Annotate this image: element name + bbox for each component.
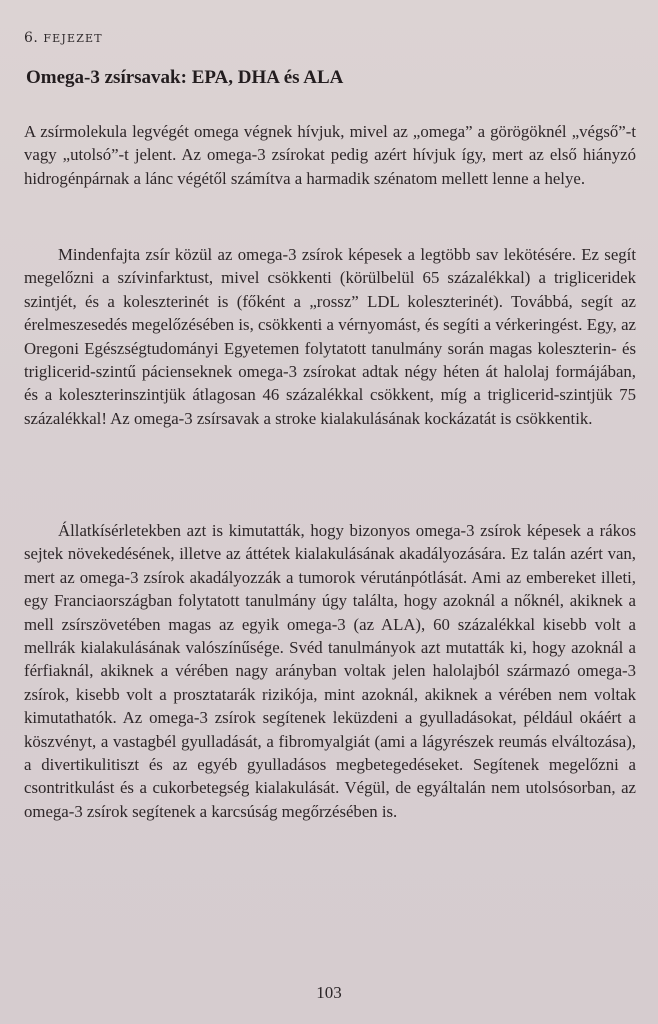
page-number: 103 [316,983,342,1002]
chapter-number: 6. [24,30,39,46]
paragraph-1: A zsírmolekula legvégét omega végnek hívjuk, mivel az „omega” a görögöknél „végső”-t vagy „utolsó”-t jelent. Az omega-3 zsírokat pedig azért hívjuk így, mert az első hiányzó hidrogénpárnak a lánc végétől számítva a harmadik szénatom mellett lenne a helye. [24,122,636,188]
paragraph-2: Mindenfajta zsír közül az omega-3 zsírok képesek a legtöbb sav lekötésére. Ez segít megelőzni a szívinfarktust, mivel csökkenti (körülbelül 65 százalékkal) a trigliceridek szintjét, és a koleszterinét is (főként a „rossz” LDL koleszterinét). Továbbá, segít az érelmeszesedés megelőzésében is, csökkenti a vérnyomást, és segíti a vérkeringést. Egy, az Oregoni Egészségtudományi Egyetemen folytatott tanulmány során magas koleszterin- és triglicerid-szintű pácienseknek omega-3 zsírokat adtak négy héten át halolaj formájában, és a koleszterinszintjük átlagosan 46 százalékkal csökkent, míg a triglicerid-szintjük 75 százalékkal! Az omega-3 zsírsavak a stroke kialakulásának kockázatát is csökkentik. [24,245,636,428]
chapter-header [24,30,103,46]
paragraph-3: Állatkísérletekben azt is kimutatták, hogy bizonyos omega-3 zsírok képesek a rákos sejtek növekedésének, illetve az áttétek kialakulásának akadályozására. Ez talán azért van, mert az omega-3 zsírok akadályozzák a tumorok vérutánpótlását. Ami az embereket illeti, egy Franciaországban folytatott tanulmány úgy találta, hogy azoknál a nőknél, akiknek a mell zsírszövetében magas az egyik omega-3 (az ALA), 60 százalékkal kisebb volt a mellrák kialakulásának valószínűsége. Svéd tanulmányok azt mutatták ki, hogy azoknál a férfiaknál, akiknek a vérében nagy arányban voltak jelen halolajból származó omega-3 zsírok, kisebb volt a prosztatarák rizikója, mint azoknál, akiknek a vérében nem voltak kimutathatók. Az omega-3 zsírok segítenek leküzdeni a gyulladásokat, például okáért a köszvényt, a vastagbél gyulladását, a fibromyalgiát (ami a lágyrészek reumás elváltozása), a divertikulitiszt és az egyéb gyulladásos megbetegedéseket. Segítenek megelőzni a csontritkulást és a cukorbetegség kialakulását. Végül, de egyáltalán nem utolsósorban, az omega-3 zsírok segítenek a karcsúság megőrzésében is. [24,521,636,821]
chapter-label: FEJEZET [43,32,103,45]
section-title: Omega-3 zsírsavak: EPA, DHA és ALA [26,67,344,88]
